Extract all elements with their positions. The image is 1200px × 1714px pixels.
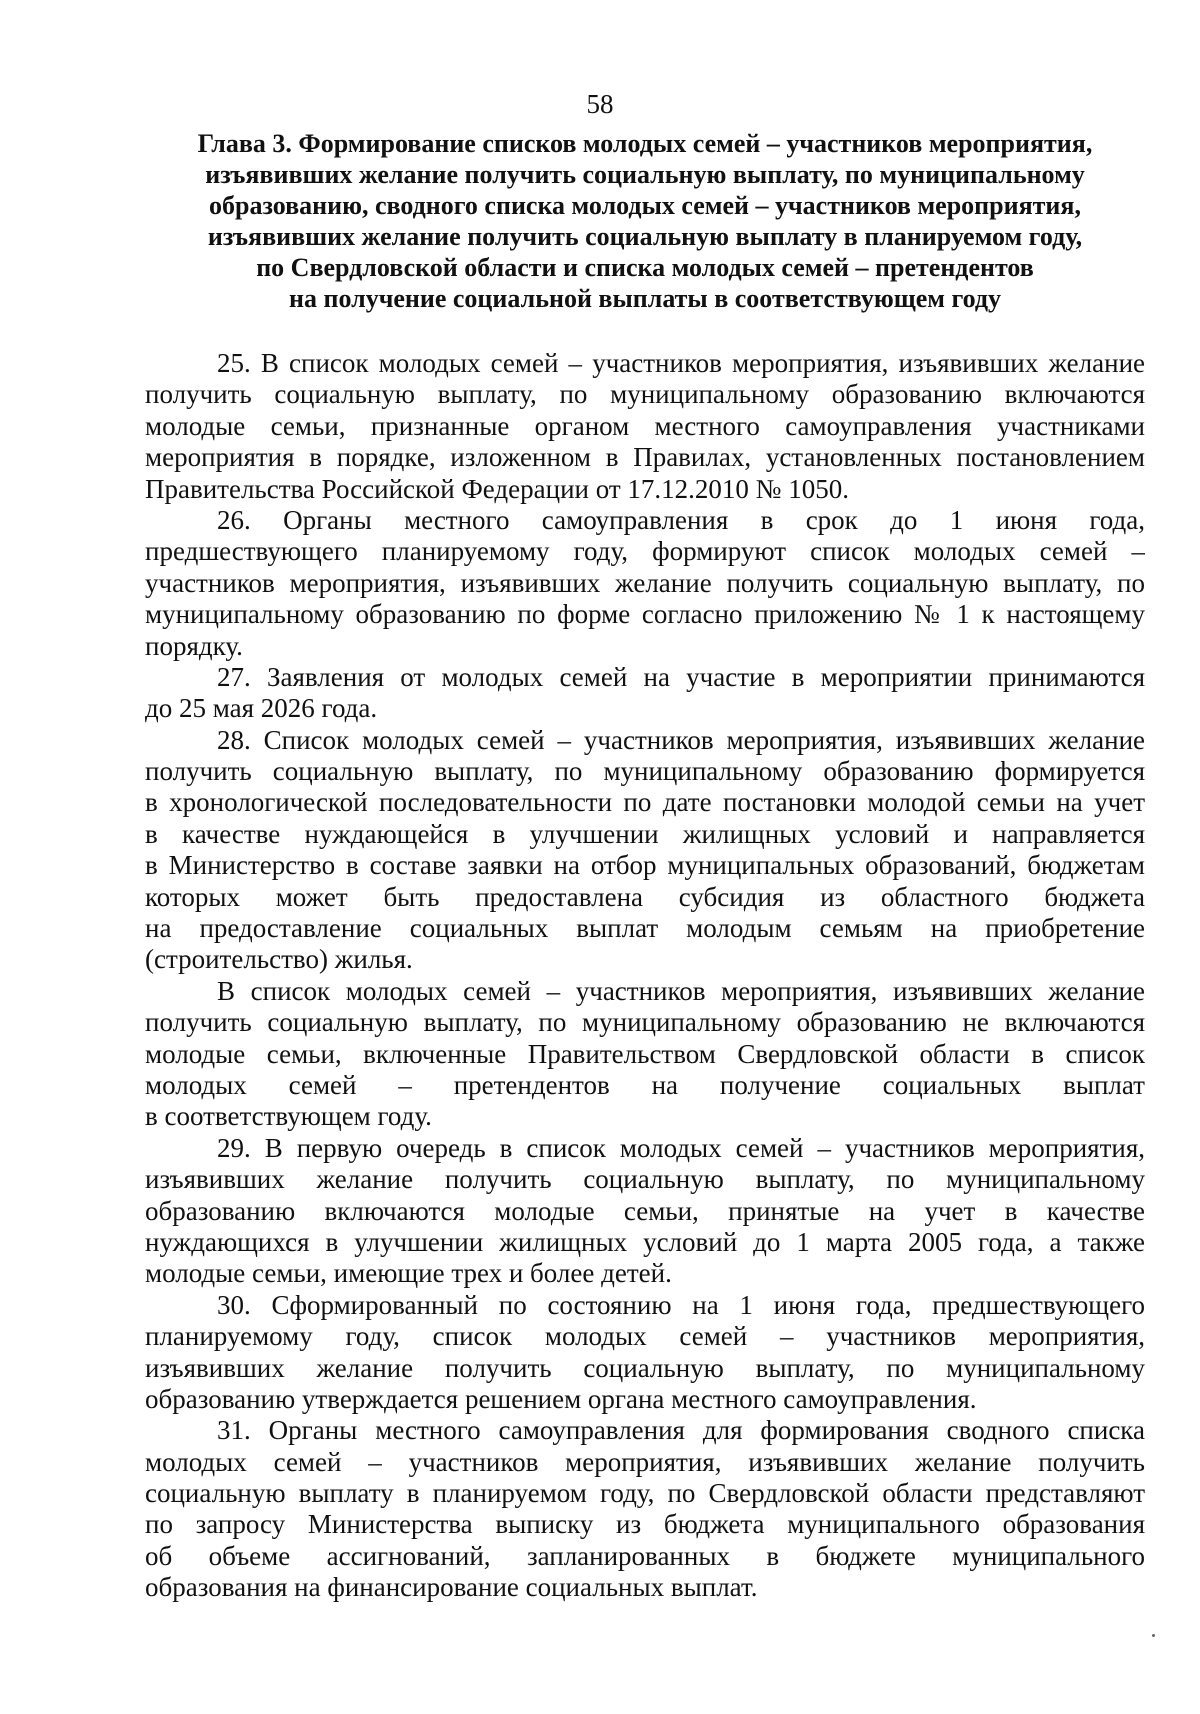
text-line: получить социальную выплату, по муниципальному образованию включаются bbox=[145, 379, 1145, 410]
text-line: по запросу Министерства выписку из бюджета муниципального образования bbox=[145, 1509, 1145, 1540]
text-line: Правительства Российской Федерации от 17.12.2010 № 1050. bbox=[145, 473, 849, 504]
chapter-title-line: изъявивших желание получить социальную выплату, по муниципальному bbox=[205, 160, 1085, 189]
text-line: 31. Органы местного самоуправления для формирования сводного списка bbox=[217, 1415, 1145, 1446]
paragraph-25 bbox=[145, 348, 1145, 505]
text-line: молодые семьи, включенные Правительством Свердловской области в список bbox=[145, 1038, 1145, 1069]
chapter-title bbox=[145, 128, 1145, 314]
text-line: участников мероприятия, изъявивших желание получить социальную выплату, по bbox=[145, 567, 1145, 598]
text-line: которых может быть предоставлена субсидия из областного бюджета bbox=[145, 881, 1145, 912]
text-line: 30. Сформированный по состоянию на 1 июня года, предшествующего bbox=[217, 1289, 1145, 1320]
paragraph-29 bbox=[145, 1133, 1145, 1290]
text-line: в качестве нуждающейся в улучшении жилищных условий и направляется bbox=[145, 818, 1145, 849]
text-line: изъявивших желание получить социальную выплату, по муниципальному bbox=[145, 1164, 1145, 1195]
chapter-title-line: изъявивших желание получить социальную выплату в планируемом году, bbox=[207, 222, 1083, 251]
scan-speck bbox=[1152, 1634, 1155, 1637]
chapter-title-line: образованию, сводного списка молодых семей – участников мероприятия, bbox=[209, 191, 1081, 220]
text-line: (строительство) жилья. bbox=[145, 944, 413, 975]
paragraph-28 bbox=[145, 725, 1145, 976]
text-line: об объеме ассигнований, запланированных в бюджете муниципального bbox=[145, 1540, 1145, 1571]
text-line: в хронологической последовательности по дате постановки молодой семьи на учет bbox=[145, 787, 1145, 818]
chapter-title-line: по Свердловской области и списка молодых семей – претендентов bbox=[256, 253, 1034, 282]
text-line: порядку. bbox=[145, 630, 243, 661]
text-line: изъявивших желание получить социальную выплату, по муниципальному bbox=[145, 1352, 1145, 1383]
text-line: предшествующего планируемому году, формируют список молодых семей – bbox=[145, 536, 1145, 567]
body-text bbox=[145, 348, 1145, 1604]
text-line: получить социальную выплату, по муниципальному образованию не включаются bbox=[145, 1007, 1145, 1038]
text-line: молодые семьи, имеющие трех и более детей. bbox=[145, 1258, 672, 1289]
chapter-title-line: на получение социальной выплаты в соответствующем году bbox=[288, 284, 1002, 313]
page-number: 58 bbox=[586, 89, 614, 119]
text-line: молодых семей – участников мероприятия, изъявивших желание получить bbox=[145, 1446, 1145, 1477]
text-line: образованию утверждается решением органа местного самоуправления. bbox=[145, 1383, 977, 1414]
text-line: социальную выплату в планируемом году, по Свердловской области представляют bbox=[145, 1478, 1145, 1509]
text-line: 28. Список молодых семей – участников мероприятия, изъявивших желание bbox=[217, 724, 1145, 755]
text-line: молодые семьи, признанные органом местного самоуправления участниками bbox=[145, 410, 1145, 441]
text-line: мероприятия в порядке, изложенном в Правилах, установленных постановлением bbox=[145, 442, 1145, 473]
text-line: в соответствующем году. bbox=[145, 1101, 432, 1132]
paragraph-30 bbox=[145, 1290, 1145, 1416]
paragraph-26 bbox=[145, 505, 1145, 662]
text-line: 29. В первую очередь в список молодых семей – участников мероприятия, bbox=[217, 1132, 1145, 1163]
text-line: в Министерство в составе заявки на отбор муниципальных образований, бюджетам bbox=[145, 850, 1145, 881]
text-line: до 25 мая 2026 года. bbox=[145, 693, 378, 724]
text-line: В список молодых семей – участников мероприятия, изъявивших желание bbox=[217, 975, 1145, 1006]
text-line: молодых семей – претендентов на получение социальных выплат bbox=[145, 1069, 1145, 1100]
text-line: 25. В список молодых семей – участников мероприятия, изъявивших желание bbox=[217, 348, 1145, 378]
paragraph-28-continued bbox=[145, 976, 1145, 1133]
text-line: образованию включаются молодые семьи, принятые на учет в качестве bbox=[145, 1195, 1145, 1226]
text-line: муниципальному образованию по форме согласно приложению № 1 к настоящему bbox=[145, 599, 1145, 630]
text-line: получить социальную выплату, по муниципальному образованию формируется bbox=[145, 756, 1145, 787]
paragraph-27 bbox=[145, 662, 1145, 725]
text-line: 27. Заявления от молодых семей на участие в мероприятии принимаются bbox=[217, 661, 1145, 692]
chapter-title-line: Глава 3. Формирование списков молодых семей – участников мероприятия, bbox=[197, 129, 1093, 158]
text-line: образования на финансирование социальных выплат. bbox=[145, 1572, 758, 1603]
paragraph-31 bbox=[145, 1415, 1145, 1603]
text-line: планируемому году, список молодых семей – участников мероприятия, bbox=[145, 1321, 1145, 1352]
text-line: нуждающихся в улучшении жилищных условий до 1 марта 2005 года, а также bbox=[145, 1226, 1145, 1257]
text-line: на предоставление социальных выплат молодым семьям на приобретение bbox=[145, 913, 1145, 944]
text-line: 26. Органы местного самоуправления в срок до 1 июня года, bbox=[217, 504, 1145, 535]
